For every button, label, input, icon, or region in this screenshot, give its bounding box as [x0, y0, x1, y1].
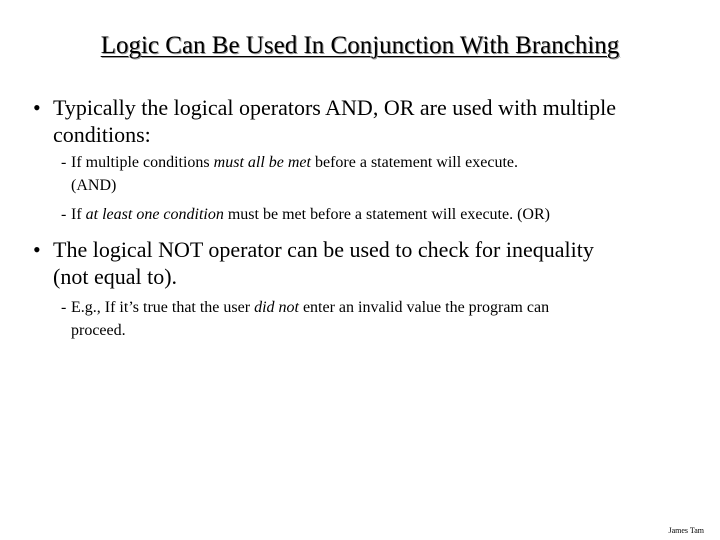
sub-bullet-text: If multiple conditions	[71, 154, 214, 171]
bullet-text-continued: conditions:	[53, 122, 151, 147]
footer-author: James Tam	[668, 526, 704, 535]
sub-bullet-emphasis: must all be met	[213, 154, 311, 171]
bullet-marker: •	[33, 95, 41, 120]
sub-bullet-text: If	[71, 206, 86, 223]
sub-bullet-item	[61, 203, 691, 226]
sub-bullet-text-continued: proceed.	[71, 322, 126, 339]
sub-bullet-text: E.g., If it’s true that the user	[71, 299, 255, 316]
sub-bullet-marker: -	[61, 154, 67, 171]
bullet-text-continued: (not equal to).	[53, 264, 178, 289]
bullet-text: The logical NOT operator can be used to check for inequality	[53, 237, 594, 262]
sub-bullet-marker: -	[61, 206, 67, 223]
sub-bullet-emphasis: did not	[254, 299, 299, 316]
sub-bullet-emphasis: at least one condition	[85, 206, 224, 223]
bullet-item	[33, 236, 683, 290]
sub-bullet-marker: -	[61, 299, 67, 316]
sub-bullet-text: before a statement will execute.	[310, 154, 518, 171]
slide-title: Logic Can Be Used In Conjunction With Branching	[100, 32, 620, 59]
sub-bullet-text-continued: (AND)	[71, 177, 117, 194]
sub-bullet-text: enter an invalid value the program can	[298, 299, 550, 316]
sub-bullet-item	[61, 151, 691, 197]
sub-bullet-item	[61, 296, 691, 342]
bullet-text: Typically the logical operators AND, OR are used with multiple	[53, 95, 616, 120]
bullet-marker: •	[33, 237, 41, 262]
bullet-item	[33, 94, 683, 148]
sub-bullet-text: must be met before a statement will execute. (OR)	[223, 206, 550, 223]
